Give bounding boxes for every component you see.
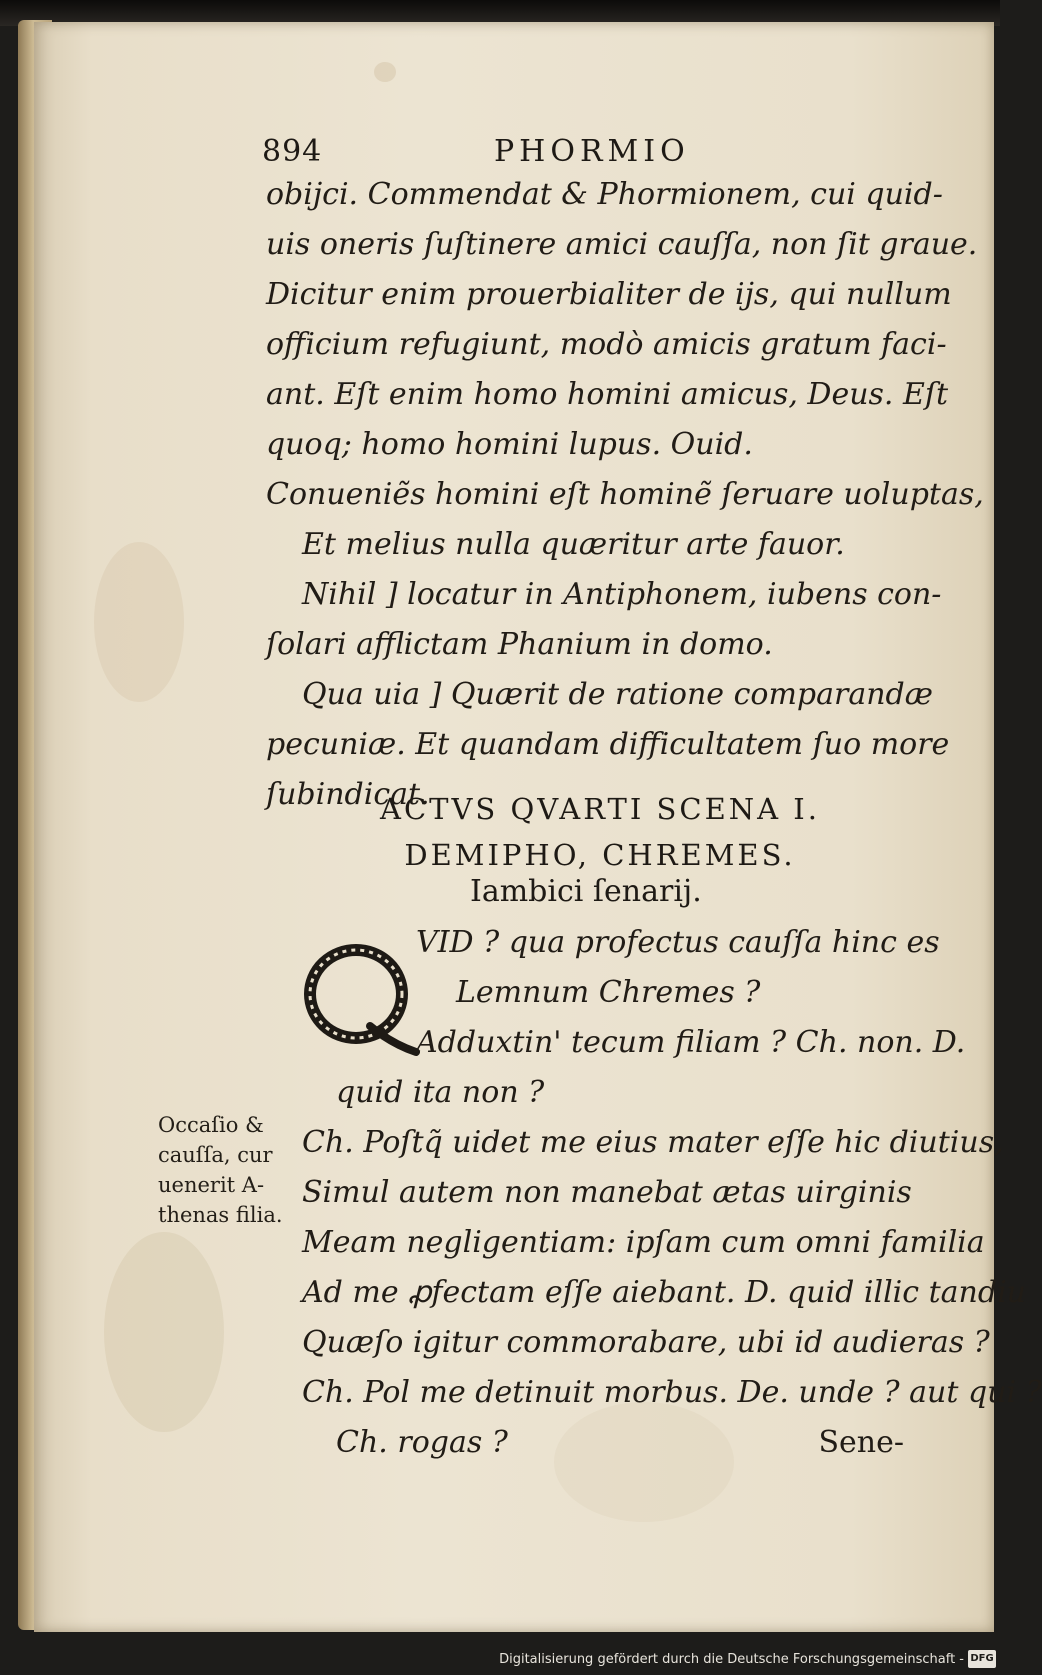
verse-line: Adduxtin' tecum filiam ? Ch. non. D. bbox=[416, 1025, 966, 1060]
marginal-note-line: uenerit A- bbox=[158, 1173, 265, 1197]
paper-stain bbox=[94, 542, 184, 702]
footer-bar bbox=[0, 1637, 1000, 1675]
catchword: Sene- bbox=[818, 1425, 904, 1460]
meter-note: Iambici ſenarij. bbox=[470, 874, 702, 909]
verse-line: Ch. Poſtq̃ uidet me eius mater eſſe hic diutius, bbox=[302, 1125, 1004, 1160]
speakers-heading-line: DEMIPHO, CHREMES. bbox=[404, 838, 796, 872]
text-line: uis oneris ſuſtinere amici cauſſa, non ſit graue. bbox=[266, 227, 978, 262]
verse-line: Ad me ꝓfectam eſſe aiebant. D. quid illic tandiu bbox=[302, 1275, 1026, 1310]
paper-stain bbox=[104, 1232, 224, 1432]
dfg-logo-icon: DFG bbox=[968, 1650, 996, 1668]
drop-cap-letter: Q bbox=[300, 940, 301, 941]
text-line: pecuniæ. Et quandam difficultatem ſuo more bbox=[266, 727, 950, 762]
marginal-note bbox=[158, 1110, 298, 1230]
verse-line: Ch. rogas ? bbox=[336, 1425, 508, 1460]
text-line: ſubindicat. bbox=[266, 777, 430, 812]
text-line: officium refugiunt, modò amicis gratum faci- bbox=[266, 327, 947, 362]
verse-line: Ch. Pol me detinuit morbus. De. unde ? aut qui ? bbox=[302, 1375, 1042, 1410]
text-line: Et melius nulla quæritur arte fauor. bbox=[302, 527, 845, 562]
text-line: ant. Eſt enim homo homini amicus, Deus. Eſt bbox=[266, 377, 949, 412]
text-line: quoq; homo homini lupus. Ouid. bbox=[266, 427, 753, 462]
text-line: Conueniẽs homini eſt hominẽ ſeruare uoluptas, bbox=[266, 477, 984, 512]
verse-line: Simul autem non manebat ætas uirginis bbox=[302, 1175, 912, 1210]
verse-line: quid ita non ? bbox=[336, 1075, 545, 1110]
text-line: Nihil ] locatur in Antiphonem, iubens con- bbox=[302, 577, 942, 612]
text-line: obijci. Commendat & Phormionem, cui quid- bbox=[266, 177, 943, 212]
verse-line: VID ? qua profectus cauſſa hinc es bbox=[416, 925, 940, 960]
marginal-note-line: thenas filia. bbox=[158, 1203, 283, 1227]
running-title: PHORMIO bbox=[494, 134, 690, 169]
paper-stain bbox=[374, 62, 396, 82]
text-line: Dicitur enim prouerbialiter de ijs, qui nullum bbox=[266, 277, 952, 312]
verse-line-last bbox=[266, 1418, 906, 1468]
scene-text bbox=[266, 918, 1042, 1468]
text-line: ſolari afflictam Phanium in domo. bbox=[266, 627, 773, 662]
verse-line: Meam negligentiam: ipſam cum omni familia bbox=[302, 1225, 985, 1260]
act-scene-heading bbox=[300, 786, 900, 878]
page-number: 894 bbox=[262, 134, 323, 169]
act-heading-line: ACTVS QVARTI SCENA I. bbox=[380, 792, 820, 826]
text-line: Qua uia ] Quærit de ratione comparandæ bbox=[302, 677, 933, 712]
verse-line: Lemnum Chremes ? bbox=[456, 975, 761, 1010]
marginal-note-line: cauſſa, cur bbox=[158, 1143, 273, 1167]
funding-note: Digitalisierung gefördert durch die Deutsche Forschungsgemeinschaft - bbox=[499, 1652, 964, 1667]
commentary-text bbox=[266, 170, 984, 820]
marginal-note-line: Occaſio & bbox=[158, 1113, 264, 1137]
verse-line: Quæſo igitur commorabare, ubi id audieras ? bbox=[302, 1325, 990, 1360]
